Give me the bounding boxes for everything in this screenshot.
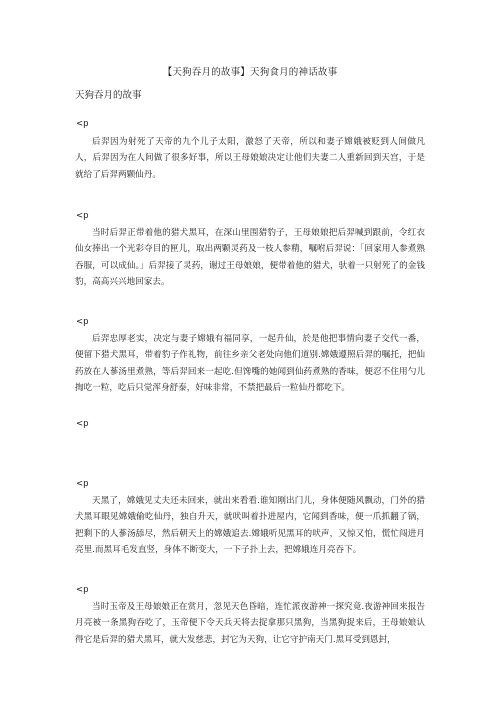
paragraph-4: 天黑了，嫦娥见丈夫还未回来，就出来看看.谁知刚出门儿，身体便随风飘动，门外的猎犬黑耳眼见嫦娥偷吃仙丹，独自升天，就吠叫着扑进屋内，它闻到香味，便一爪抓翻了锅，把剩下的人蔘汤舔尽，然后朝天上的嫦娥追去.嫦娥听见黑耳的吠声，又惊又怕，慌忙闯进月亮里.而黑耳毛发直竖，身体不断变大，一下子扑上去，把嫦娥连月亮吞下。 xyxy=(75,496,425,555)
paragraph-tag: <p xyxy=(76,419,89,429)
paragraph-tag: <p xyxy=(76,317,89,327)
paragraph-2: 当时后羿正带着他的猎犬黑耳，在深山里围猎豹子，王母娘娘把后羿喊到跟前，令红衣仙女捧出一个光彩夺目的匣儿，取出两颗灵药及一枝人参精，嘱咐后羿说：「回家用人参煮熟吞服，可以成仙。」后羿接了灵药，谢过王母娘娘，便带着他的猎犬，驮着一只射死了的金钱豹，高高兴兴地回家去。 xyxy=(75,228,425,287)
paragraph-1: 后羿因为射死了天帝的九个儿子太阳，激怒了天帝，所以和妻子嫦娥被贬到人间做凡人，后羿因为在人间做了很多好事，所以王母娘娘决定让他们夫妻二人重新回到天宫，于是就给了后羿两颗仙丹。 xyxy=(75,137,425,180)
document-title: 【天狗吞月的故事】天狗食月的神话故事 xyxy=(162,67,338,78)
paragraph-tag: <p xyxy=(76,211,89,221)
paragraph-tag: <p xyxy=(76,119,89,129)
paragraph-3: 后羿忠厚老实，决定与妻子嫦娥有福同享，一起升仙，於是他把事情向妻子交代一番，便留下猎犬黑耳，带着豹子作礼物，前往乡亲父老处向他们道别.嫦娥遵照后羿的嘱托，把仙药放在人蔘汤里煮熟，等后羿回来一起吃.但馋嘴的她闻到仙药煮熟的香味，便忍不住用勺儿掏吃一粒，吃后只觉浑身舒泰，好味非常，不禁把最后一粒仙丹都吃下。 xyxy=(75,334,425,393)
document-subtitle: 天狗吞月的故事 xyxy=(75,90,142,101)
paragraph-tag: <p xyxy=(76,585,89,595)
paragraph-tag: <p xyxy=(76,479,89,489)
paragraph-5: 当时玉帝及王母娘娘正在赏月，忽见天色昏暗，连忙派夜游神一探究竟.夜游神回来报告月亮被一条黑狗吞吃了，玉帝便下令天兵天将去捉拿那只黑狗，当黑狗捉来后，王母娘娘认得它是后羿的猎犬黑耳，就大发慈悲，封它为天狗，让它守护南天门.黑耳受到恩封， xyxy=(75,602,425,645)
